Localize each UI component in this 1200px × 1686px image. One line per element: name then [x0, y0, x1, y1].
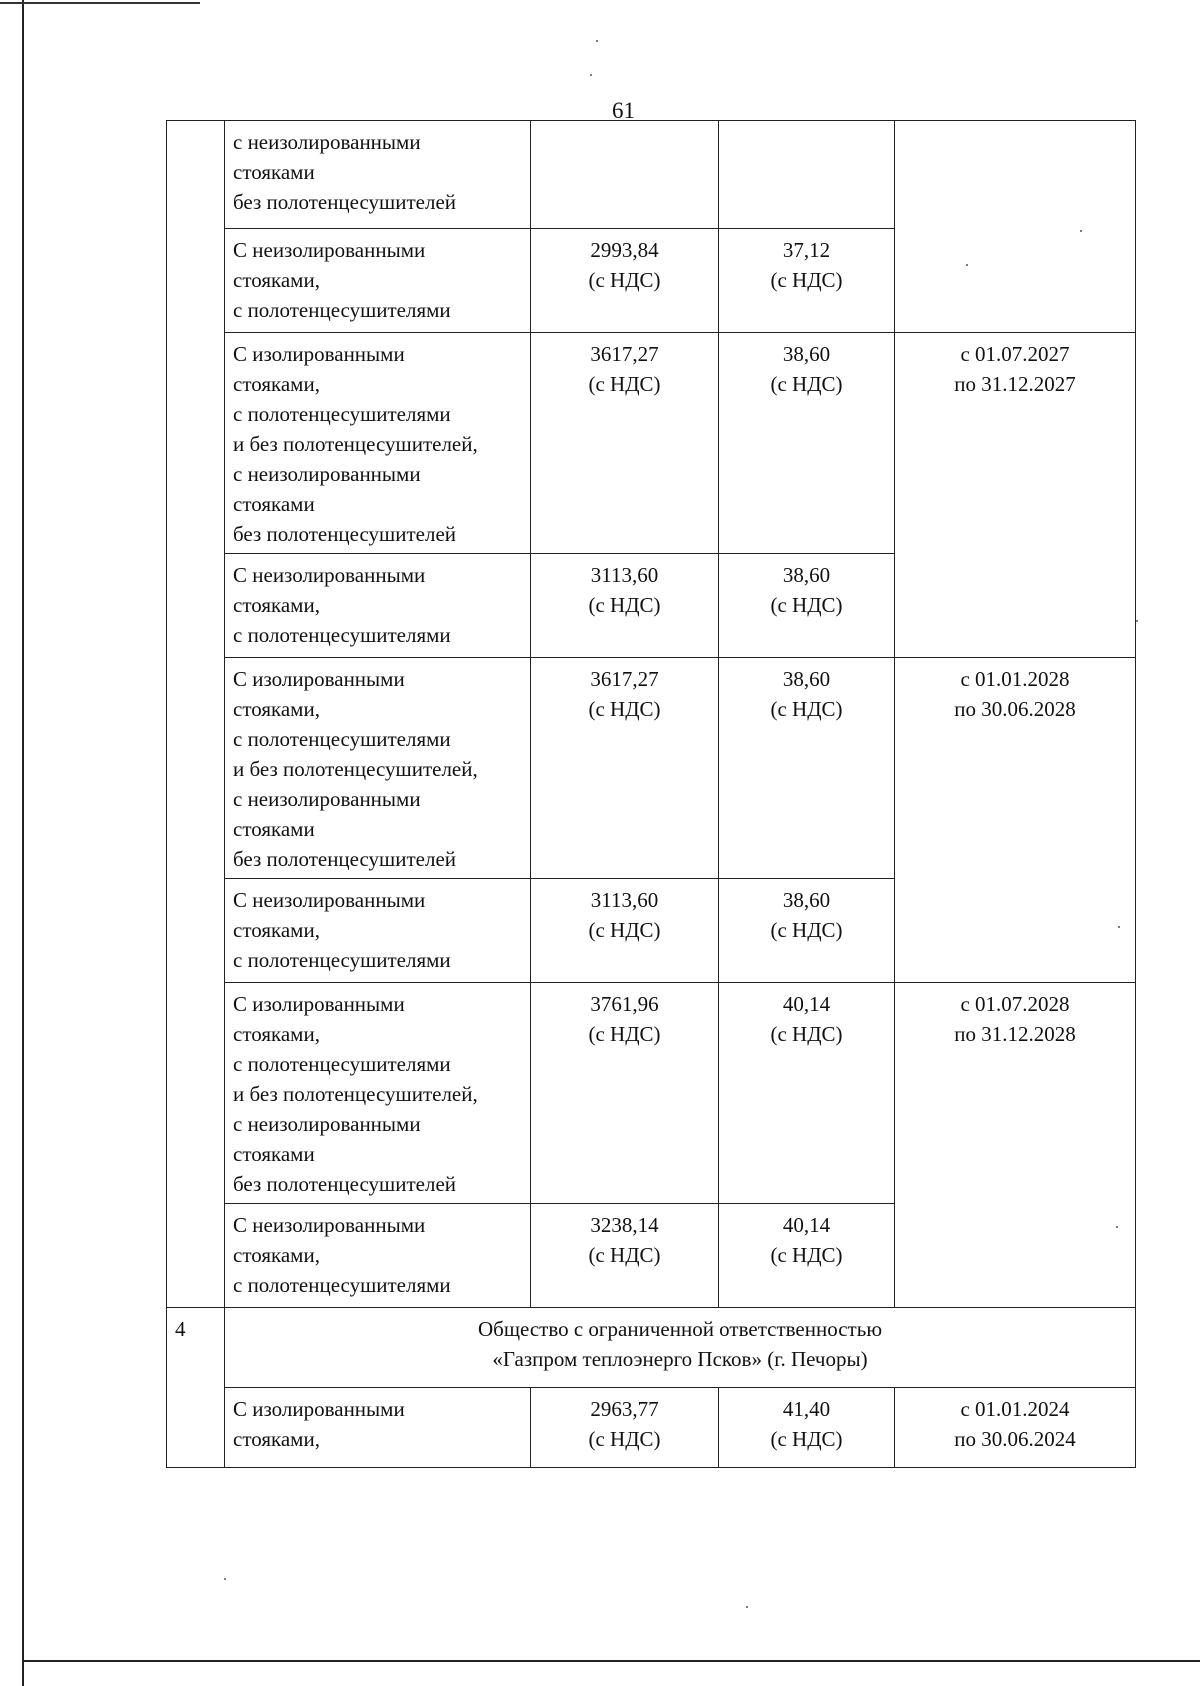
price-vat-note: (с НДС) [588, 372, 661, 396]
description-cell [225, 879, 531, 983]
description-cell [225, 121, 531, 229]
price-cell [531, 333, 719, 554]
rate-vat-note: (с НДС) [770, 372, 843, 396]
description-line: стояками [233, 160, 315, 184]
description-line: С неизолированными [233, 563, 426, 587]
rate-cell [719, 658, 895, 879]
description-line: без полотенцесушителей [233, 1172, 457, 1196]
description-cell [225, 554, 531, 658]
description-line: без полотенцесушителей [233, 522, 457, 546]
description-cell [225, 229, 531, 333]
rate-cell [719, 1204, 895, 1308]
period-cell [895, 333, 1136, 658]
rate-value: 38,60 [782, 563, 831, 587]
organization-name-cell [225, 1308, 1136, 1388]
description-line: стояками, [233, 268, 320, 292]
rate-cell [719, 333, 895, 554]
period-start: с 01.07.2027 [960, 342, 1070, 366]
scan-border-left [22, 0, 24, 1686]
price-value: 3113,60 [590, 563, 659, 587]
price-vat-note: (с НДС) [588, 1427, 661, 1451]
description-line: стояками, [233, 372, 320, 396]
price-value: 3113,60 [590, 888, 659, 912]
table-row [167, 983, 1136, 1204]
description-line: стояками [233, 1142, 315, 1166]
price-cell [531, 879, 719, 983]
description-line: с неизолированными [233, 130, 421, 154]
rate-value: 38,60 [782, 342, 831, 366]
scan-speck [746, 1606, 748, 1608]
description-line: с полотенцесушителями [233, 1052, 451, 1076]
description-line: стояками [233, 817, 315, 841]
scan-speck [1080, 230, 1082, 232]
period-end: по 31.12.2027 [954, 372, 1076, 396]
description-line: С неизолированными [233, 238, 426, 262]
scan-border-bottom [24, 1660, 1200, 1662]
rate-vat-note: (с НДС) [770, 268, 843, 292]
description-cell [225, 658, 531, 879]
tariff-table [166, 120, 1136, 1468]
rate-value: 40,14 [782, 1213, 831, 1237]
description-line: и без полотенцесушителей, [233, 432, 478, 456]
description-line: без полотенцесушителей [233, 190, 457, 214]
row-number-cell [167, 121, 225, 1308]
description-line: с полотенцесушителями [233, 623, 451, 647]
price-vat-note: (с НДС) [588, 593, 661, 617]
rate-cell [719, 121, 895, 229]
organization-name-line: «Газпром теплоэнерго Псков» (г. Печоры) [492, 1347, 868, 1371]
price-vat-note: (с НДС) [588, 1243, 661, 1267]
table-row [167, 333, 1136, 554]
price-value: 3617,27 [590, 667, 659, 691]
organization-name-line: Общество с ограниченной ответственностью [477, 1317, 883, 1341]
description-cell [225, 1204, 531, 1308]
scan-speck [966, 264, 968, 266]
rate-value: 38,60 [782, 667, 831, 691]
price-value: 2993,84 [590, 238, 659, 262]
rate-value: 37,12 [782, 238, 831, 262]
rate-vat-note: (с НДС) [770, 1427, 843, 1451]
period-end: по 31.12.2028 [954, 1022, 1076, 1046]
description-line: с полотенцесушителями [233, 1273, 451, 1297]
description-line: С неизолированными [233, 888, 426, 912]
period-cell [895, 1388, 1136, 1468]
rate-vat-note: (с НДС) [770, 697, 843, 721]
period-end: по 30.06.2024 [954, 1427, 1076, 1451]
description-line: без полотенцесушителей [233, 847, 457, 871]
row-number: 4 [175, 1317, 186, 1341]
price-cell [531, 554, 719, 658]
price-cell [531, 1204, 719, 1308]
rate-value: 41,40 [782, 1397, 831, 1421]
description-line: стояками, [233, 918, 320, 942]
page-number: 61 [612, 98, 635, 123]
description-line: стояками, [233, 1427, 320, 1451]
rate-cell [719, 983, 895, 1204]
description-line: С изолированными [233, 342, 405, 366]
description-line: С изолированными [233, 667, 405, 691]
scan-speck [1116, 1226, 1118, 1228]
rate-value: 40,14 [782, 992, 831, 1016]
period-start: с 01.01.2028 [960, 667, 1070, 691]
price-vat-note: (с НДС) [588, 918, 661, 942]
rate-vat-note: (с НДС) [770, 1022, 843, 1046]
description-cell [225, 333, 531, 554]
description-line: с полотенцесушителями [233, 948, 451, 972]
price-cell [531, 229, 719, 333]
scan-speck [1136, 620, 1138, 622]
description-cell [225, 1388, 531, 1468]
rate-cell [719, 554, 895, 658]
rate-vat-note: (с НДС) [770, 918, 843, 942]
scan-speck [1118, 926, 1120, 928]
scan-border-top [0, 2, 200, 4]
rate-cell [719, 879, 895, 983]
description-line: с полотенцесушителями [233, 298, 451, 322]
description-line: с неизолированными [233, 1112, 421, 1136]
description-line: и без полотенцесушителей, [233, 1082, 478, 1106]
price-vat-note: (с НДС) [588, 268, 661, 292]
table-row [167, 121, 1136, 229]
period-start: с 01.07.2028 [960, 992, 1070, 1016]
period-cell [895, 983, 1136, 1308]
scan-speck [596, 40, 598, 42]
rate-vat-note: (с НДС) [770, 593, 843, 617]
scan-speck [590, 74, 592, 76]
price-vat-note: (с НДС) [588, 697, 661, 721]
price-value: 3238,14 [590, 1213, 659, 1237]
period-start: с 01.01.2024 [960, 1397, 1070, 1421]
description-line: стояками, [233, 1243, 320, 1267]
price-value: 3617,27 [590, 342, 659, 366]
price-cell [531, 1388, 719, 1468]
description-line: стояками [233, 492, 315, 516]
description-cell [225, 983, 531, 1204]
description-line: С изолированными [233, 1397, 405, 1421]
description-line: стояками, [233, 1022, 320, 1046]
rate-vat-note: (с НДС) [770, 1243, 843, 1267]
rate-cell [719, 229, 895, 333]
period-cell [895, 121, 1136, 333]
price-value: 3761,96 [590, 992, 659, 1016]
row-number-cell [167, 1308, 225, 1468]
description-line: С неизолированными [233, 1213, 426, 1237]
table-row [167, 1388, 1136, 1468]
description-line: с неизолированными [233, 462, 421, 486]
rate-cell [719, 1388, 895, 1468]
description-line: С изолированными [233, 992, 405, 1016]
description-line: стояками, [233, 593, 320, 617]
table-row [167, 658, 1136, 879]
price-cell [531, 121, 719, 229]
price-cell [531, 658, 719, 879]
period-cell [895, 658, 1136, 983]
price-value: 2963,77 [590, 1397, 659, 1421]
price-vat-note: (с НДС) [588, 1022, 661, 1046]
description-line: с полотенцесушителями [233, 402, 451, 426]
description-line: стояками, [233, 697, 320, 721]
rate-value: 38,60 [782, 888, 831, 912]
description-line: и без полотенцесушителей, [233, 757, 478, 781]
price-cell [531, 983, 719, 1204]
organization-row [167, 1308, 1136, 1388]
description-line: с полотенцесушителями [233, 727, 451, 751]
description-line: с неизолированными [233, 787, 421, 811]
scan-speck [224, 1578, 226, 1580]
period-end: по 30.06.2028 [954, 697, 1076, 721]
